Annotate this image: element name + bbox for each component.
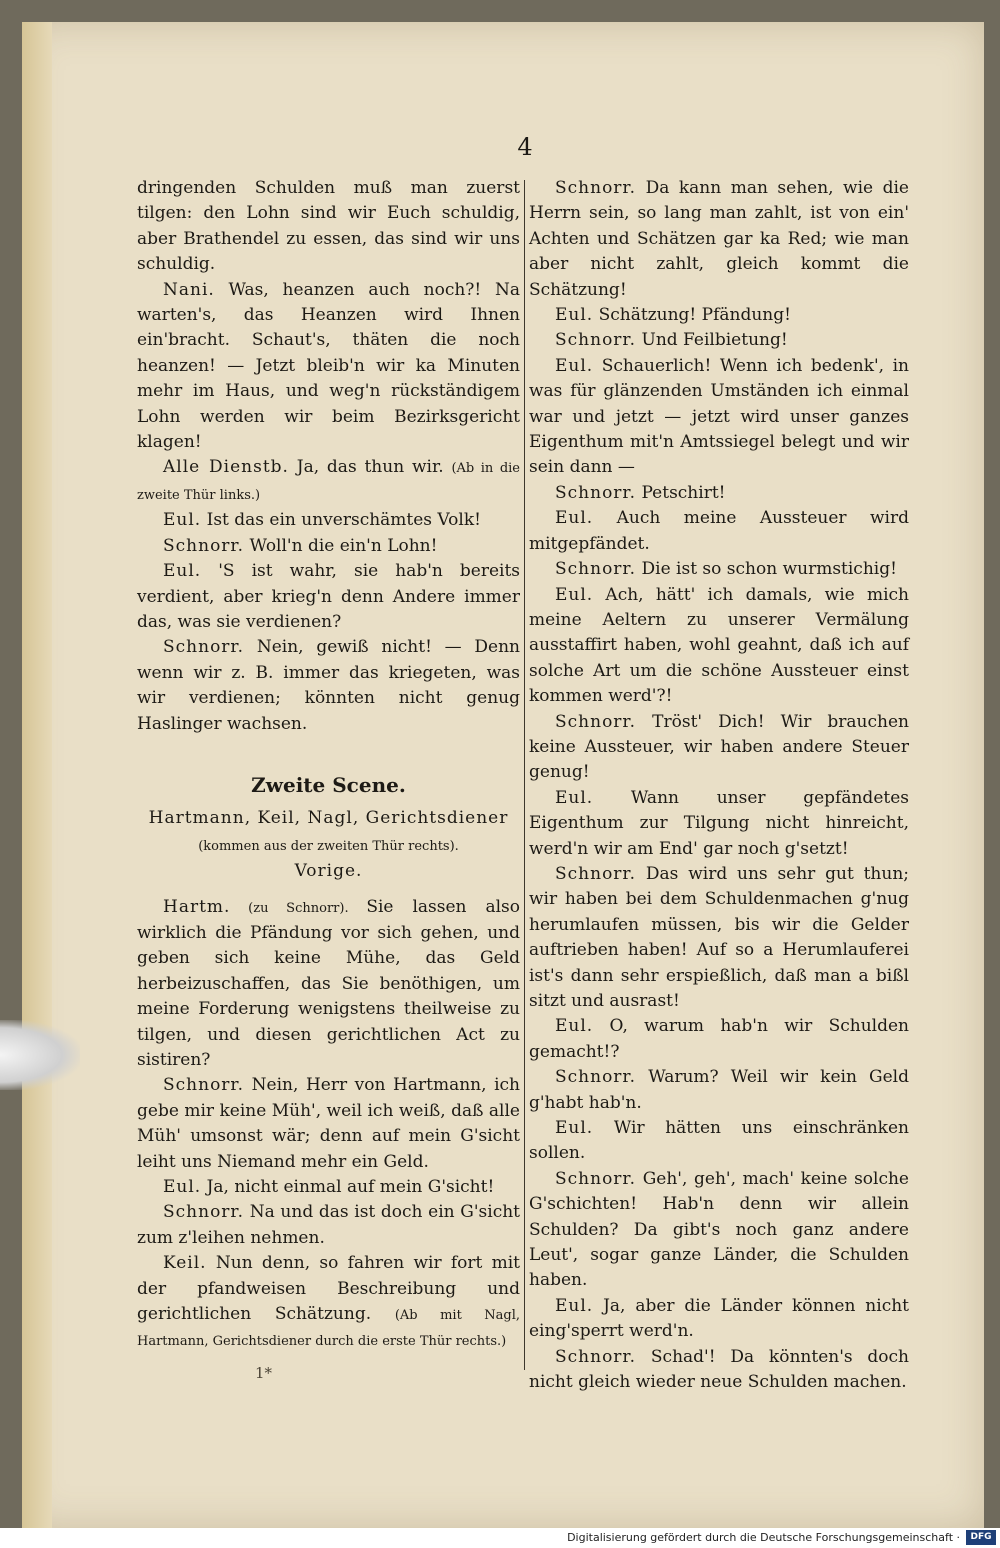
- speaker-name: Hartm.: [163, 896, 231, 917]
- footer-credit: Digitalisierung gefördert durch die Deutsche Forschungsgemeinschaft ·: [567, 1531, 960, 1544]
- speech-text: Warum? Weil wir kein Geld g'habt hab'n.: [529, 1067, 909, 1113]
- speech-text: Ach, hätt' ich damals, wie mich meine Aeltern zu unserer Vermälung ausstaffirt haben, wohl geahnt, daß ich auf solche Art um die schöne Aussteuer einst kommen werd'?!: [529, 584, 909, 707]
- speech-text: Schauerlich! Wenn ich bedenk', in was für glänzenden Umständen ich einmal war und jetzt — jetzt wird unser ganzes Eigenthum mit'n Amtssiegel belegt und wir sein dann —: [529, 355, 909, 478]
- paragraph: [137, 176, 520, 278]
- paragraph: [529, 481, 909, 506]
- paragraph: [529, 862, 909, 1014]
- speaker-name: Eul.: [555, 1118, 594, 1139]
- speech-text: O, warum hab'n wir Schulden gemacht!?: [529, 1016, 909, 1062]
- paragraph: [137, 508, 520, 533]
- paragraph: [137, 455, 520, 508]
- speaker-name: Schnorr.: [555, 1067, 637, 1088]
- paragraph: [137, 534, 520, 559]
- speech-text: Petschirt!: [636, 482, 726, 503]
- stage-direction: (Ab mit Nagl, Hartmann, Gerichtsdiener durch die erste Thür rechts.): [137, 1308, 520, 1350]
- speaker-name: Schnorr.: [555, 1346, 637, 1367]
- speaker-name: Eul.: [555, 1016, 594, 1037]
- paragraph: [137, 1251, 520, 1355]
- speech-text: Geh', geh', mach' keine solche G'schichten! Hab'n denn wir allein Schulden? Da gibt's noch ganz andere Leut', sogar ganze Länder, die Schulden haben.: [529, 1168, 909, 1291]
- stage-direction: (kommen aus der zweiten Thür rechts).: [198, 838, 459, 854]
- cast-list: [137, 806, 520, 859]
- paragraph: [137, 635, 520, 737]
- speaker-name: Eul.: [555, 355, 594, 376]
- speaker-name: Schnorr.: [163, 637, 245, 658]
- signature-mark: 1*: [255, 1364, 273, 1382]
- page-binding-edge: [22, 22, 52, 1528]
- speaker-name: Eul.: [555, 1295, 594, 1316]
- speech-text: Das wird uns sehr gut thun; wir haben bei dem Schuldenmachen g'nug herumlaufen müssen, bis wir die Gelder auftrieben haben! Auf so a Herumlauferei ist's dann sehr erspießlich, daß man a bißl sitzt und ausrast!: [529, 863, 909, 1011]
- paragraph: [529, 557, 909, 582]
- speech-text: Woll'n die ein'n Lohn!: [244, 535, 438, 556]
- paragraph: [529, 1065, 909, 1116]
- speaker-name: Schnorr.: [555, 1168, 637, 1189]
- paragraph: [529, 1294, 909, 1345]
- speech-text: Die ist so schon wurmstichig!: [636, 559, 897, 580]
- paragraph: [137, 895, 520, 1074]
- speech-text: Wir hätten uns einschränken sollen.: [529, 1118, 909, 1164]
- speech-text: Schad'! Da könnten's doch nicht gleich wieder neue Schulden machen.: [529, 1346, 909, 1393]
- speech-text: Nein, gewiß nicht! — Denn wenn wir z. B. immer das kriegeten, was wir verdienen; könnten nicht genug Haslinger wachsen.: [137, 637, 520, 734]
- cast-names: Hartmann, Keil, Nagl, Gerichtsdiener: [148, 808, 509, 829]
- speech-text: Wann unser gepfändetes Eigenthum zur Tilgung nicht hinreicht, werd'n wir am End' gar noch g'setzt!: [529, 787, 909, 859]
- dfg-logo: DFG: [966, 1530, 996, 1545]
- speech-text: Na und das ist doch ein G'sicht zum z'leihen nehmen.: [137, 1202, 520, 1248]
- page-number: 4: [517, 133, 533, 161]
- speaker-name: Eul.: [555, 584, 594, 605]
- speech-text: Schätzung! Pfändung!: [593, 305, 791, 326]
- paragraph: [529, 354, 909, 481]
- stage-direction: (zu Schnorr).: [230, 900, 367, 916]
- speaker-name: Schnorr.: [555, 711, 637, 732]
- speaker-name: Schnorr.: [555, 178, 637, 198]
- column-divider: [524, 180, 525, 1370]
- speaker-name: Eul.: [555, 508, 594, 529]
- footer-bar: [0, 1528, 1000, 1548]
- speech-text: Ja, das thun wir.: [288, 457, 452, 478]
- paragraph: [529, 328, 909, 353]
- paragraph: [529, 786, 909, 862]
- paragraph: [529, 303, 909, 328]
- paragraph: [529, 176, 909, 303]
- speech-text: 'S ist wahr, sie hab'n bereits verdient, aber krieg'n denn Andere immer das, was sie verdienen?: [137, 561, 520, 632]
- paragraph: [529, 1116, 909, 1167]
- speaker-name: Schnorr.: [163, 535, 245, 556]
- left-column: [137, 176, 520, 1355]
- paragraph: [137, 1200, 520, 1251]
- paragraph: [529, 583, 909, 710]
- speaker-name: Schnorr.: [555, 330, 637, 351]
- speaker-name: Eul.: [163, 1177, 202, 1198]
- cast-vorige: Vorige.: [294, 861, 363, 882]
- scene-title: Zweite Scene.: [251, 772, 406, 797]
- paragraph: [137, 278, 520, 456]
- paragraph: [137, 1175, 520, 1200]
- right-column: [529, 176, 909, 1396]
- paragraph: [529, 1014, 909, 1065]
- speech-text: Ja, nicht einmal auf mein G'sicht!: [201, 1177, 495, 1198]
- paragraph: [137, 1073, 520, 1175]
- speech-text: Nun denn, so fahren wir fort mit der pfandweisen Beschreibung und gerichtlichen Schätzung.: [137, 1253, 520, 1325]
- speech-text: Ja, aber die Länder können nicht eing'sperrt werd'n.: [529, 1295, 909, 1342]
- paragraph-text: dringenden Schulden muß man zuerst tilgen: den Lohn sind wir Euch schuldig, aber Brathendel zu essen, das sind wir uns schuldig.: [137, 178, 520, 275]
- paragraph: [529, 710, 909, 786]
- speaker-name: Alle Dienstb.: [163, 457, 289, 478]
- speaker-name: Eul.: [555, 305, 594, 326]
- speech-text: Nein, Herr von Hartmann, ich gebe mir keine Müh', weil ich weiß, daß alle Müh' umsonst wär; denn auf mein G'sicht leiht uns Niemand mehr ein Geld.: [137, 1075, 520, 1172]
- speaker-name: Eul.: [163, 561, 202, 582]
- speaker-name: Schnorr.: [163, 1202, 245, 1223]
- speaker-name: Schnorr.: [555, 559, 637, 580]
- speaker-name: Keil.: [163, 1253, 207, 1274]
- scanner-clip: [0, 1020, 80, 1090]
- speaker-name: Eul.: [163, 510, 202, 531]
- speaker-name: Nani.: [163, 279, 215, 300]
- stage-direction: (Ab in die zweite Thür links.): [137, 461, 520, 503]
- speech-text: Ist das ein unverschämtes Volk!: [201, 510, 481, 531]
- speech-text: Sie lassen also wirklich die Pfändung vor sich gehen, und geben sich keine Mühe, das Geld herbeizuschaffen, das Sie benöthigen, um meine Forderung wenigstens theilweise zu tilgen, und diesen gerichtlichen Act zu sistiren?: [137, 896, 520, 1070]
- speaker-name: Schnorr.: [555, 482, 637, 503]
- paragraph: [529, 506, 909, 557]
- paragraph: [529, 1345, 909, 1396]
- speech-text: Tröst' Dich! Wir brauchen keine Aussteuer, wir haben andere Steuer genug!: [529, 711, 909, 783]
- paragraph: [529, 1167, 909, 1294]
- speaker-name: Schnorr.: [555, 863, 637, 884]
- paragraph: [137, 559, 520, 635]
- speech-text: Was, heanzen auch noch?! Na warten's, das Heanzen wird Ihnen ein'bracht. Schaut's, thäten die noch heanzen! — Jetzt bleib'n wir ka Minuten mehr im Haus, und weg'n rückständigem Lohn werden wir beim Bezirksgericht klagen!: [137, 279, 520, 453]
- speech-text: Und Feilbietung!: [636, 330, 788, 351]
- speech-text: Da kann man sehen, wie die Herrn sein, so lang man zahlt, ist von ein' Achten und Schätzen gar ka Red; wie man aber nicht zahlt, gleich kommt die Schätzung!: [529, 178, 909, 300]
- speaker-name: Schnorr.: [163, 1075, 245, 1096]
- speaker-name: Eul.: [555, 787, 594, 808]
- speech-text: Auch meine Aussteuer wird mitgepfändet.: [529, 508, 909, 554]
